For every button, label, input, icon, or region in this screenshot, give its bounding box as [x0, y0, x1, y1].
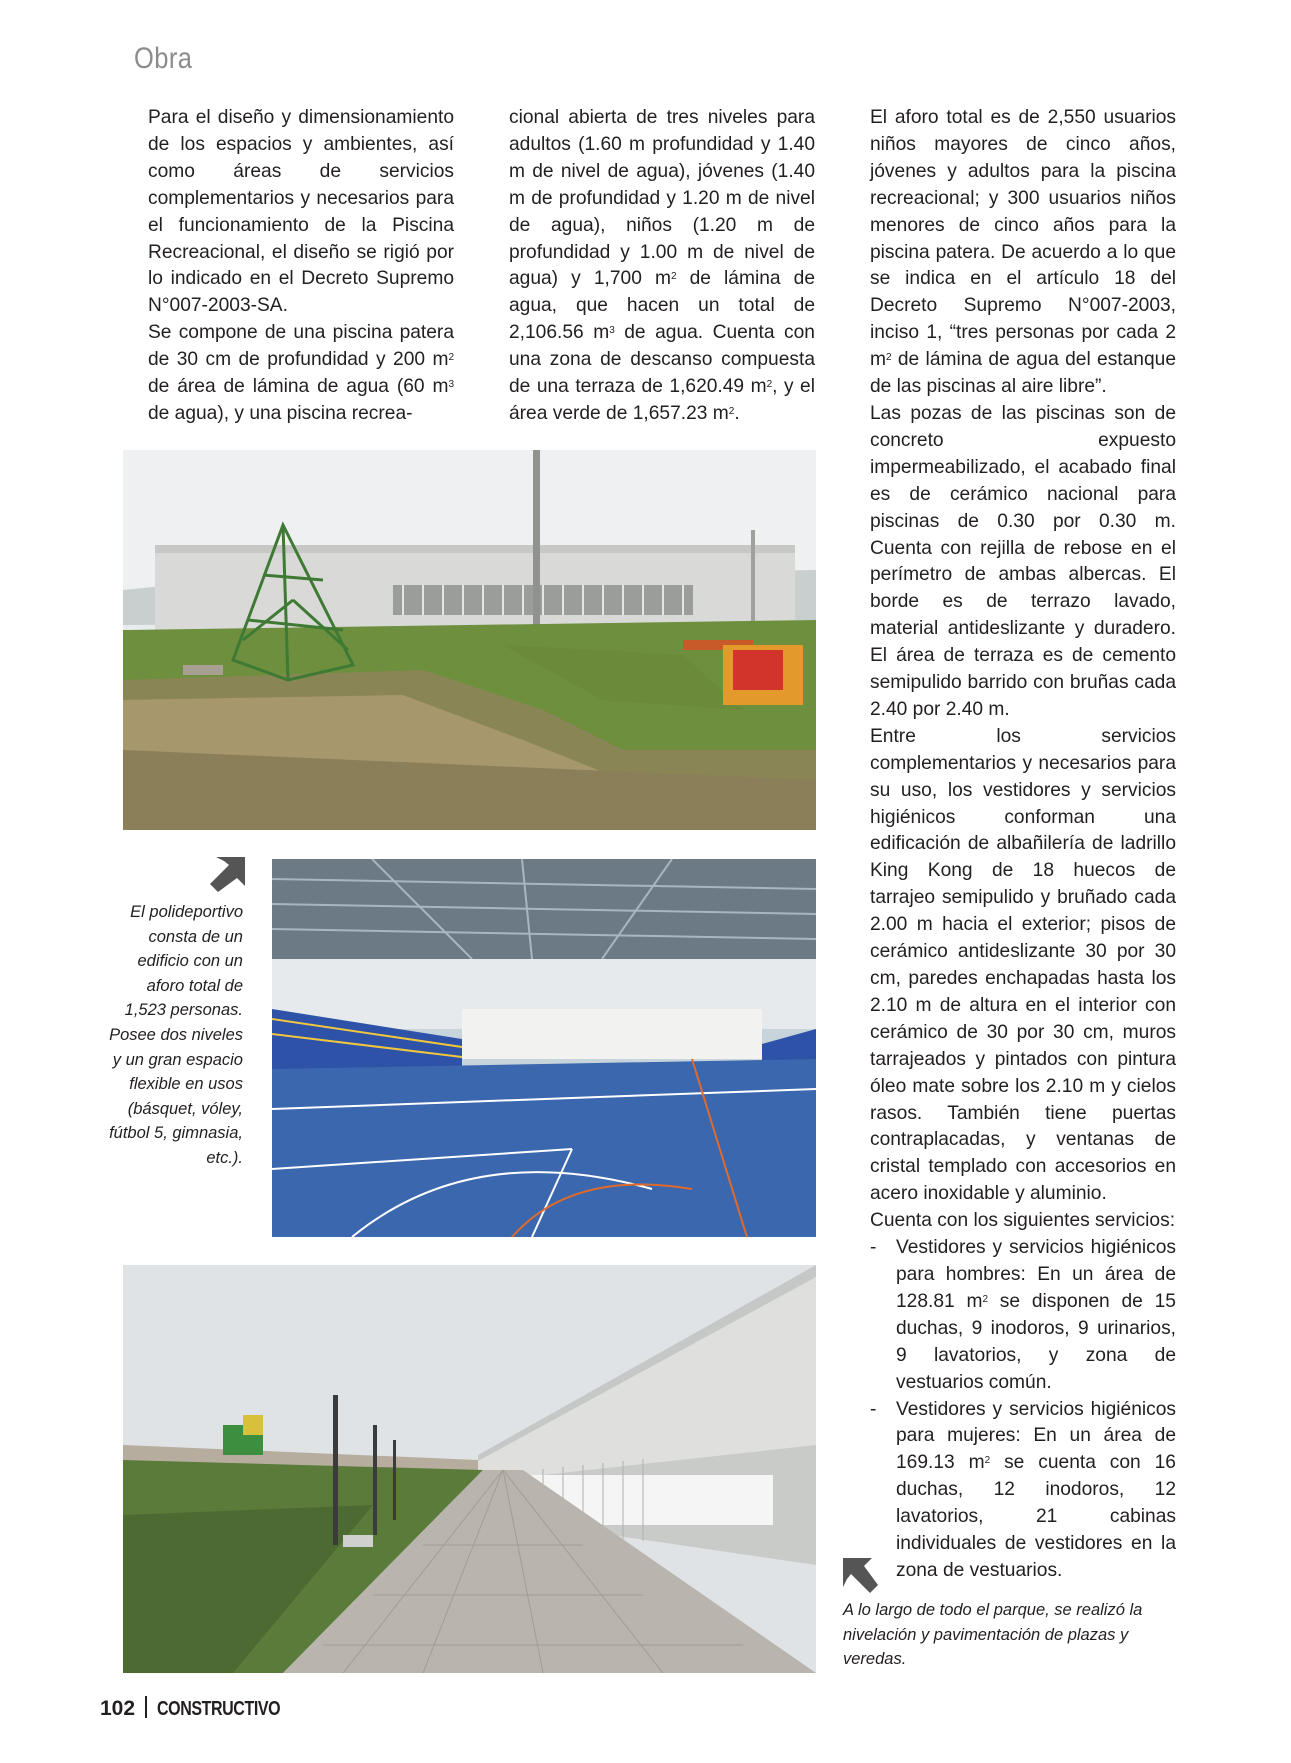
walkway-photo [123, 1265, 816, 1673]
paragraph: Entre los servicios complementarios y necesarios para su uso, los vestidores y servicios higiénicos conforman una edificación de albañilería de ladrillo King Kong de 18 huecos de tarrajeo semipulido y bruñado cada 2.00 m hacia el exterior; pisos de cerámico antideslizante 30 por 30 cm, paredes enchapadas hasta los 2.10 m de altura en el interior con cerámico de 30 por 30 cm, muros tarrajeados y pintados con pintura óleo mate sobre los 2.10 m y cielos rasos. También tiene puertas contraplacadas, y ventanas de cristal templado con accesorios en acero inoxidable y aluminio. [870, 725, 1176, 1205]
paragraph: Cuenta con los siguientes servicios: [870, 1210, 1176, 1232]
text-column-1 [148, 105, 454, 428]
paragraph: cional abierta de tres niveles para adultos (1.60 m profundidad y 1.40 m de nivel de agua), jóvenes (1.40 m de profundidad y 1.20 m de nivel de agua), niños (1.20 m de profundidad y 1.00 m de nivel de agua) y 1,700 $m^2$ de lámina de agua, que hacen un total de 2,106.56 $m^3$ de agua. Cuenta con una zona de descanso compuesta de una terraza de 1,620.49 $m^2$, y el área verde de 1,657.23 $m^2$. [509, 107, 815, 424]
sports-hall-photo [272, 859, 816, 1237]
paragraph: El aforo total es de 2,550 usuarios niños mayores de cinco años, jóvenes y adultos para la piscina recreacional; y 300 usuarios niños menores de cinco años para la piscina patera. De acuerdo a lo que se indica en el artículo 18 del Decreto Supremo N°007-2003, inciso 1, “tres personas por cada 2 $m^2$ de lámina de agua del estanque de las piscinas al aire libre”. [870, 107, 1176, 398]
paragraph: Se compone de una piscina patera de 30 cm de profundidad y 200 $m^2$ de área de lámina de agua (60 $m^3$ de agua), y una piscina recrea- [148, 322, 454, 424]
arrow-up-right-icon [210, 857, 245, 892]
list-item: - Vestidores y servicios higiénicos para hombres: En un área de 128.81 $m^2$ se disponen de 15 duchas, 9 inodoros, 9 urinarios, 9 lavatorios, y zona de vestuarios común. [870, 1235, 1176, 1396]
page-number: 102 [100, 1697, 136, 1720]
arrow-up-left-icon [843, 1558, 878, 1593]
text-column-2 [509, 105, 815, 428]
paragraph: Las pozas de las piscinas son de concreto expuesto impermeabilizado, el acabado final es de cerámico nacional para piscinas de 0.30 por 0.30 m. Cuenta con rejilla de rebose en el perímetro de ambas albercas. El borde es de terrazo lavado, material antideslizante y duradero. El área de terraza es de cemento semipulido barrido con bruñas cada 2.40 por 2.40 m. [870, 402, 1176, 720]
list-item: - Vestidores y servicios higiénicos para mujeres: En un área de 169.13 $m^2$ se cuenta con 16 duchas, 12 inodoros, 12 lavatorios, 21 cabinas individuales de vestidores en la zona de vestuarios. [870, 1397, 1176, 1585]
page-footer [100, 1696, 311, 1721]
paragraph: Para el diseño y dimensionamiento de los espacios y ambientes, así como áreas de servicios complementarios y necesarios para el funcionamiento de la Piscina Recreacional, el diseño se rigió por lo indicado en el Decreto Supremo N°007-2003-SA. [148, 107, 454, 317]
services-list [870, 1235, 1176, 1585]
park-playground-photo [123, 450, 816, 830]
divider [145, 1696, 147, 1718]
photo-caption: El polideportivo consta de un edificio con un aforo total de 1,523 personas. Posee dos niveles y un gran espacio flexible en usos (básquet, vóley, fútbol 5, gimnasia, etc.). [109, 903, 243, 1167]
magazine-name: CONSTRUCTIVO [157, 1698, 281, 1720]
text-column-3 [870, 105, 1176, 1585]
section-title: Obra [134, 42, 193, 75]
photo-caption: A lo largo de todo el parque, se realizó la nivelación y pavimentación de plazas y veredas. [843, 1601, 1143, 1669]
